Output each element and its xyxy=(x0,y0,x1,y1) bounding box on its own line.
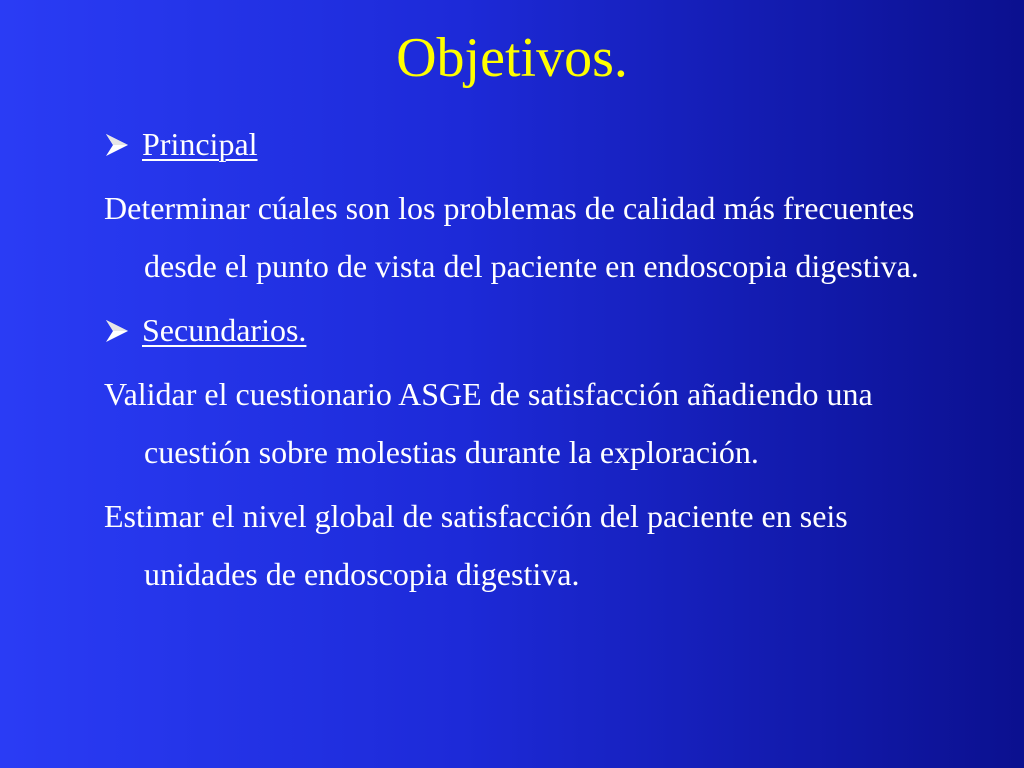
section-label-secundarios: Secundarios. xyxy=(142,312,307,348)
arrowhead-bullet-icon xyxy=(104,301,132,359)
slide-content xyxy=(104,115,964,609)
objective-paragraph: Validar el cuestionario ASGE de satisfacción añadiendo una cuestión sobre molestias durante la exploración. xyxy=(104,376,873,470)
section-heading-secundarios xyxy=(104,301,964,359)
objective-paragraph: Determinar cúales son los problemas de calidad más frecuentes desde el punto de vista del paciente en endoscopia digestiva. xyxy=(104,190,919,284)
arrowhead-bullet-icon xyxy=(104,115,132,173)
section-heading-principal xyxy=(104,115,964,173)
slide-title: Objetivos. xyxy=(396,27,628,89)
section-label-principal: Principal xyxy=(142,126,258,162)
objective-paragraph: Estimar el nivel global de satisfacción del paciente en seis unidades de endoscopia digestiva. xyxy=(104,498,848,592)
